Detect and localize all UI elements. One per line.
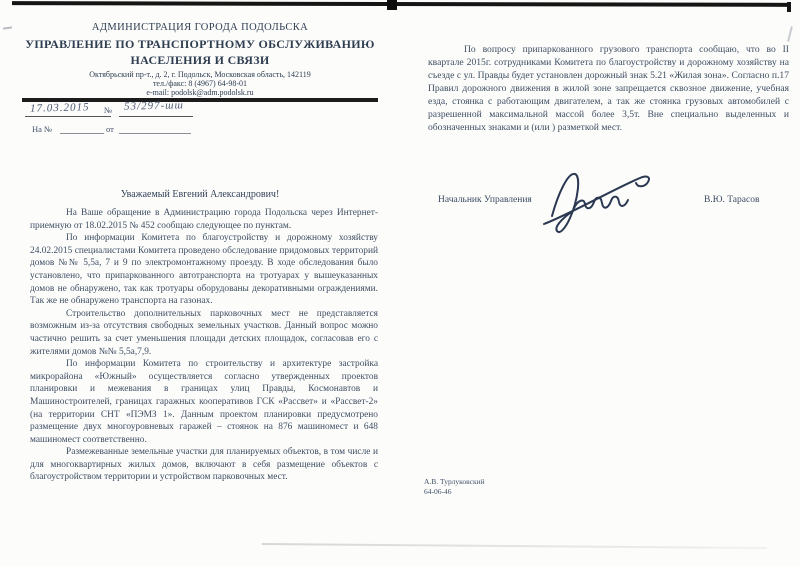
org-name: АДМИНИСТРАЦИЯ ГОРОДА ПОДОЛЬСКА xyxy=(91,22,309,33)
scan-edge-junction xyxy=(387,0,397,10)
signature-scribble xyxy=(536,160,671,240)
signer-position: Начальник Управления xyxy=(438,195,532,205)
org-phone: тел./факс: 8 (4967) 64-98-01 xyxy=(152,79,248,88)
body-paragraph: По информации Комитета по строительству и архитектуре застройка микрорайона «Южный» осуществляется согласно утвержденных проектов планировки и межевания в границах улиц Правды, Космонавтов и Машиностроителей, границах гаражных кооперативов ГСК «Рассвет» и «Рассвет-2» (на территории СНТ «ПЭМЗ 1». Данным проектом планировки предусмотрено размещение двух многоуровневых гаражей – стоянок на 876 машиномест и 648 машиномест соответственно. xyxy=(30,359,378,445)
org-address: Октябрьский пр-т., д. 2, г. Подольск, Московская область, 142119 xyxy=(89,70,311,79)
scan-artifact-pen-mark xyxy=(787,26,793,42)
outgoing-number-blank-line xyxy=(119,116,193,117)
department-name-line1: УПРАВЛЕНИЕ ПО ТРАНСПОРТНОМУ ОБСЛУЖИВАНИЮ xyxy=(25,37,375,51)
signer-name: В.Ю. Тарасов xyxy=(704,195,760,205)
scan-artifact-dash xyxy=(3,26,12,29)
outgoing-date-handwritten: 17.03.2015 xyxy=(29,101,90,115)
letter-body-page-1 xyxy=(30,207,378,484)
department-name-line2: НАСЕЛЕНИЯ И СВЯЗИ xyxy=(130,53,270,67)
outgoing-date-blank-line xyxy=(25,116,111,117)
salutation: Уважаемый Евгений Александрович! xyxy=(120,189,280,200)
executor-phone: 64-06-46 xyxy=(424,486,452,496)
body-paragraph: По информации Комитета по благоустройству и дорожному хозяйству 24.02.2015 специалистами Комитета проведено обследование придомовых территорий домов №№ 5,5а, 7 и 9 по электромонтажному проезду. В ходе обследования было установлено, что припаркованного автотранспорта на тротуарах у вышеуказанных домов не обнаружено, так как тротуары оборудованы декоративными ограждениями. Так же не обнаружено транспорта на газонах. xyxy=(30,233,378,307)
executor-name: А.В. Турлуковский xyxy=(424,477,485,486)
body-paragraph: Строительство дополнительных парковочных мест не представляется возможным из-за отсутствия свободных земельных участков. Данный вопрос можно частично решить за счет уменьшения площади детских площадок, согласовав его с жителями домов №№ 5,5а,7,9. xyxy=(30,308,378,357)
incoming-date-blank-line xyxy=(119,133,191,134)
body-paragraph: На Ваше обращение в Администрацию города Подольска через Интернет-приемную от 18.02.2015 № 452 сообщаю следующее по пунктам. xyxy=(30,208,378,231)
body-paragraph: Размежеванные земельные участки для планируемых объектов, в том числе и для многоквартирных жилых домов, включают в себя размещение объектов с благоустройством территории и устройством парковочных мест. xyxy=(30,447,378,483)
org-email: e-mail: podolsk@adm.podolsk.ru xyxy=(146,88,254,97)
executor-block xyxy=(424,477,485,496)
outgoing-number-handwritten: 53/297-шш xyxy=(123,99,184,113)
scan-artifact-page-edge xyxy=(262,543,767,548)
scan-edge-corner xyxy=(787,2,791,12)
scan-edge-top xyxy=(12,1,790,7)
incoming-number-label: На № xyxy=(32,124,53,134)
incoming-date-label: от xyxy=(106,124,114,134)
body-paragraph: По вопросу припаркованного грузового транспорта сообщаю, что во II квартале 2015г. сотрудниками Комитета по благоустройству и дорожному хозяйству на съезде с ул. Правды будет установлен дорожный знак 5.21 «Жилая зона». Согласно п.17 Правил дорожного движения в жилой зоне запрещается сквозное движение, учебная езда, стоянка с работающим двигателем, а так же стоянка грузовых автомобилей с разрешенной максимальной массой более 3,5т. Вне специально выделенных и обозначенных знаками и (или ) разметкой мест. xyxy=(428,44,789,133)
letter-body-page-2 xyxy=(428,43,789,134)
incoming-number-blank-line xyxy=(60,133,104,134)
number-sign: № xyxy=(104,105,113,115)
